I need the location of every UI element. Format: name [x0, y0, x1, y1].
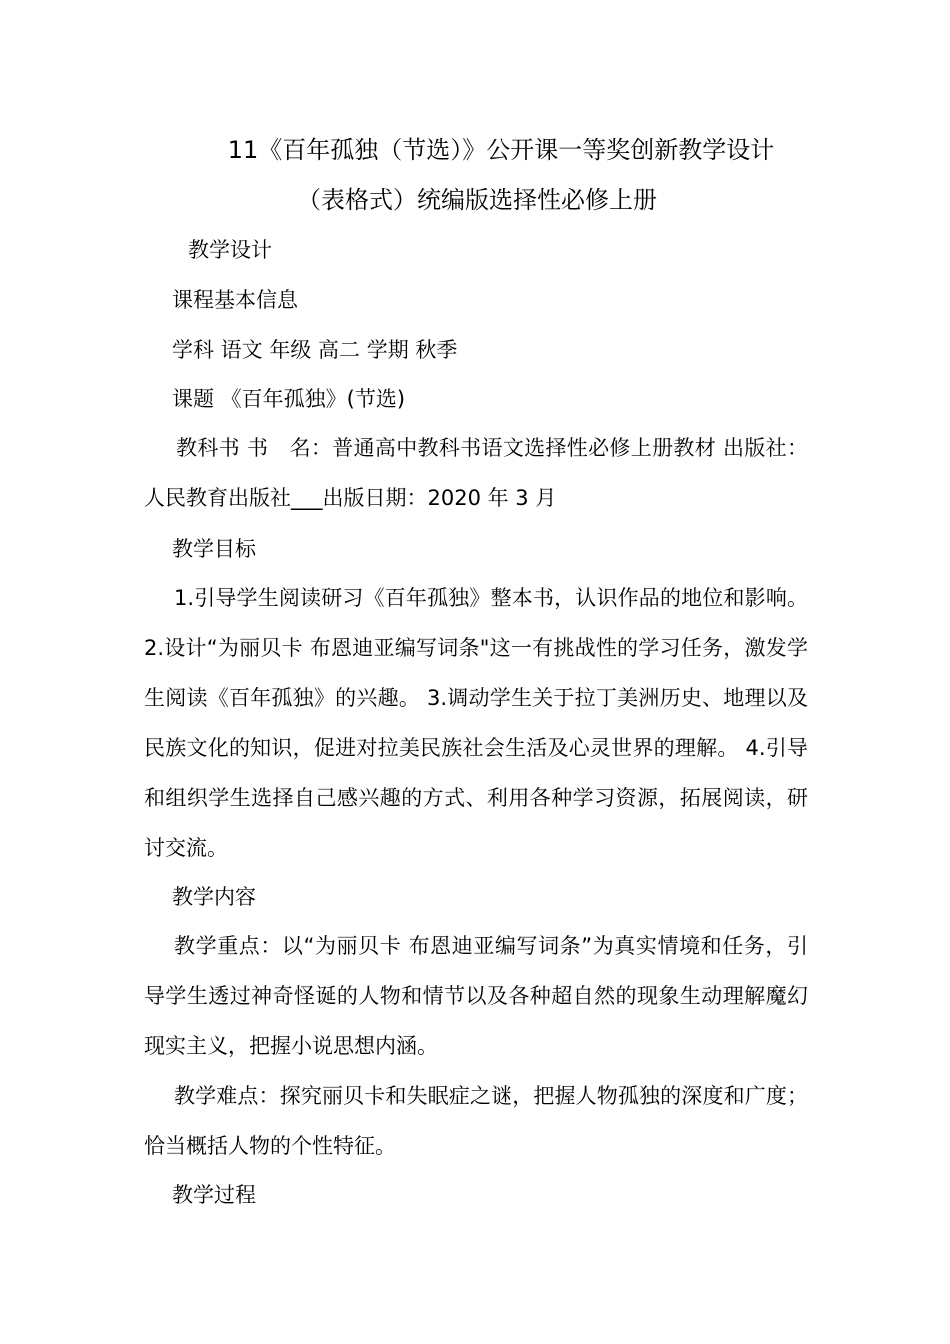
objectives-paragraph: 1.引导学生阅读研习《百年孤独》整本书，认识作品的地位和影响。 2.设计“为丽贝卡 布恩迪亚编写词条"这一有挑战性的学习任务，激发学生阅读《百年孤独》的兴趣。 3.调动学生关于拉丁美洲历史、地理以及民族文化的知识，促进对拉美民族社会生活及心灵世界的理解。 4.引导和组织学生选择自己感兴趣的方式、利用各种学习资源，拓展阅读，研讨交流。 [144, 586, 808, 860]
difficulties-paragraph: 教学难点：探究丽贝卡和失眠症之谜，把握人物孤独的深度和广度；恰当概括人物的个性特征。 [144, 1084, 808, 1158]
section-heading-course-info: 课程基本信息 [172, 288, 298, 312]
section-heading-design: 教学设计 [188, 238, 272, 262]
key-points-paragraph: 教学重点：以“为丽贝卡 布恩迪亚编写词条”为真实情境和任务，引导学生透过神奇怪诞的人物和情节以及各种超自然的现象生动理解魔幻现实主义，把握小说思想内涵。 [144, 934, 808, 1058]
textbook-info-paragraph: 教科书 书 名：普通高中教科书语文选择性必修上册教材 出版社：人民教育出版社___出版日期：2020 年 3 月 [144, 436, 808, 510]
document-title-line-1: 11《百年孤独（节选）》公开课一等奖创新教学设计 [227, 136, 775, 164]
subject-grade-term-line: 学科 语文 年级 高二 学期 秋季 [172, 338, 458, 362]
document-title-line-2: （表格式）统编版选择性必修上册 [297, 186, 657, 214]
section-heading-objectives: 教学目标 [172, 537, 256, 561]
section-heading-content: 教学内容 [172, 885, 256, 909]
topic-line: 课题 《百年孤独》(节选) [172, 387, 406, 411]
section-heading-process: 教学过程 [172, 1183, 256, 1207]
